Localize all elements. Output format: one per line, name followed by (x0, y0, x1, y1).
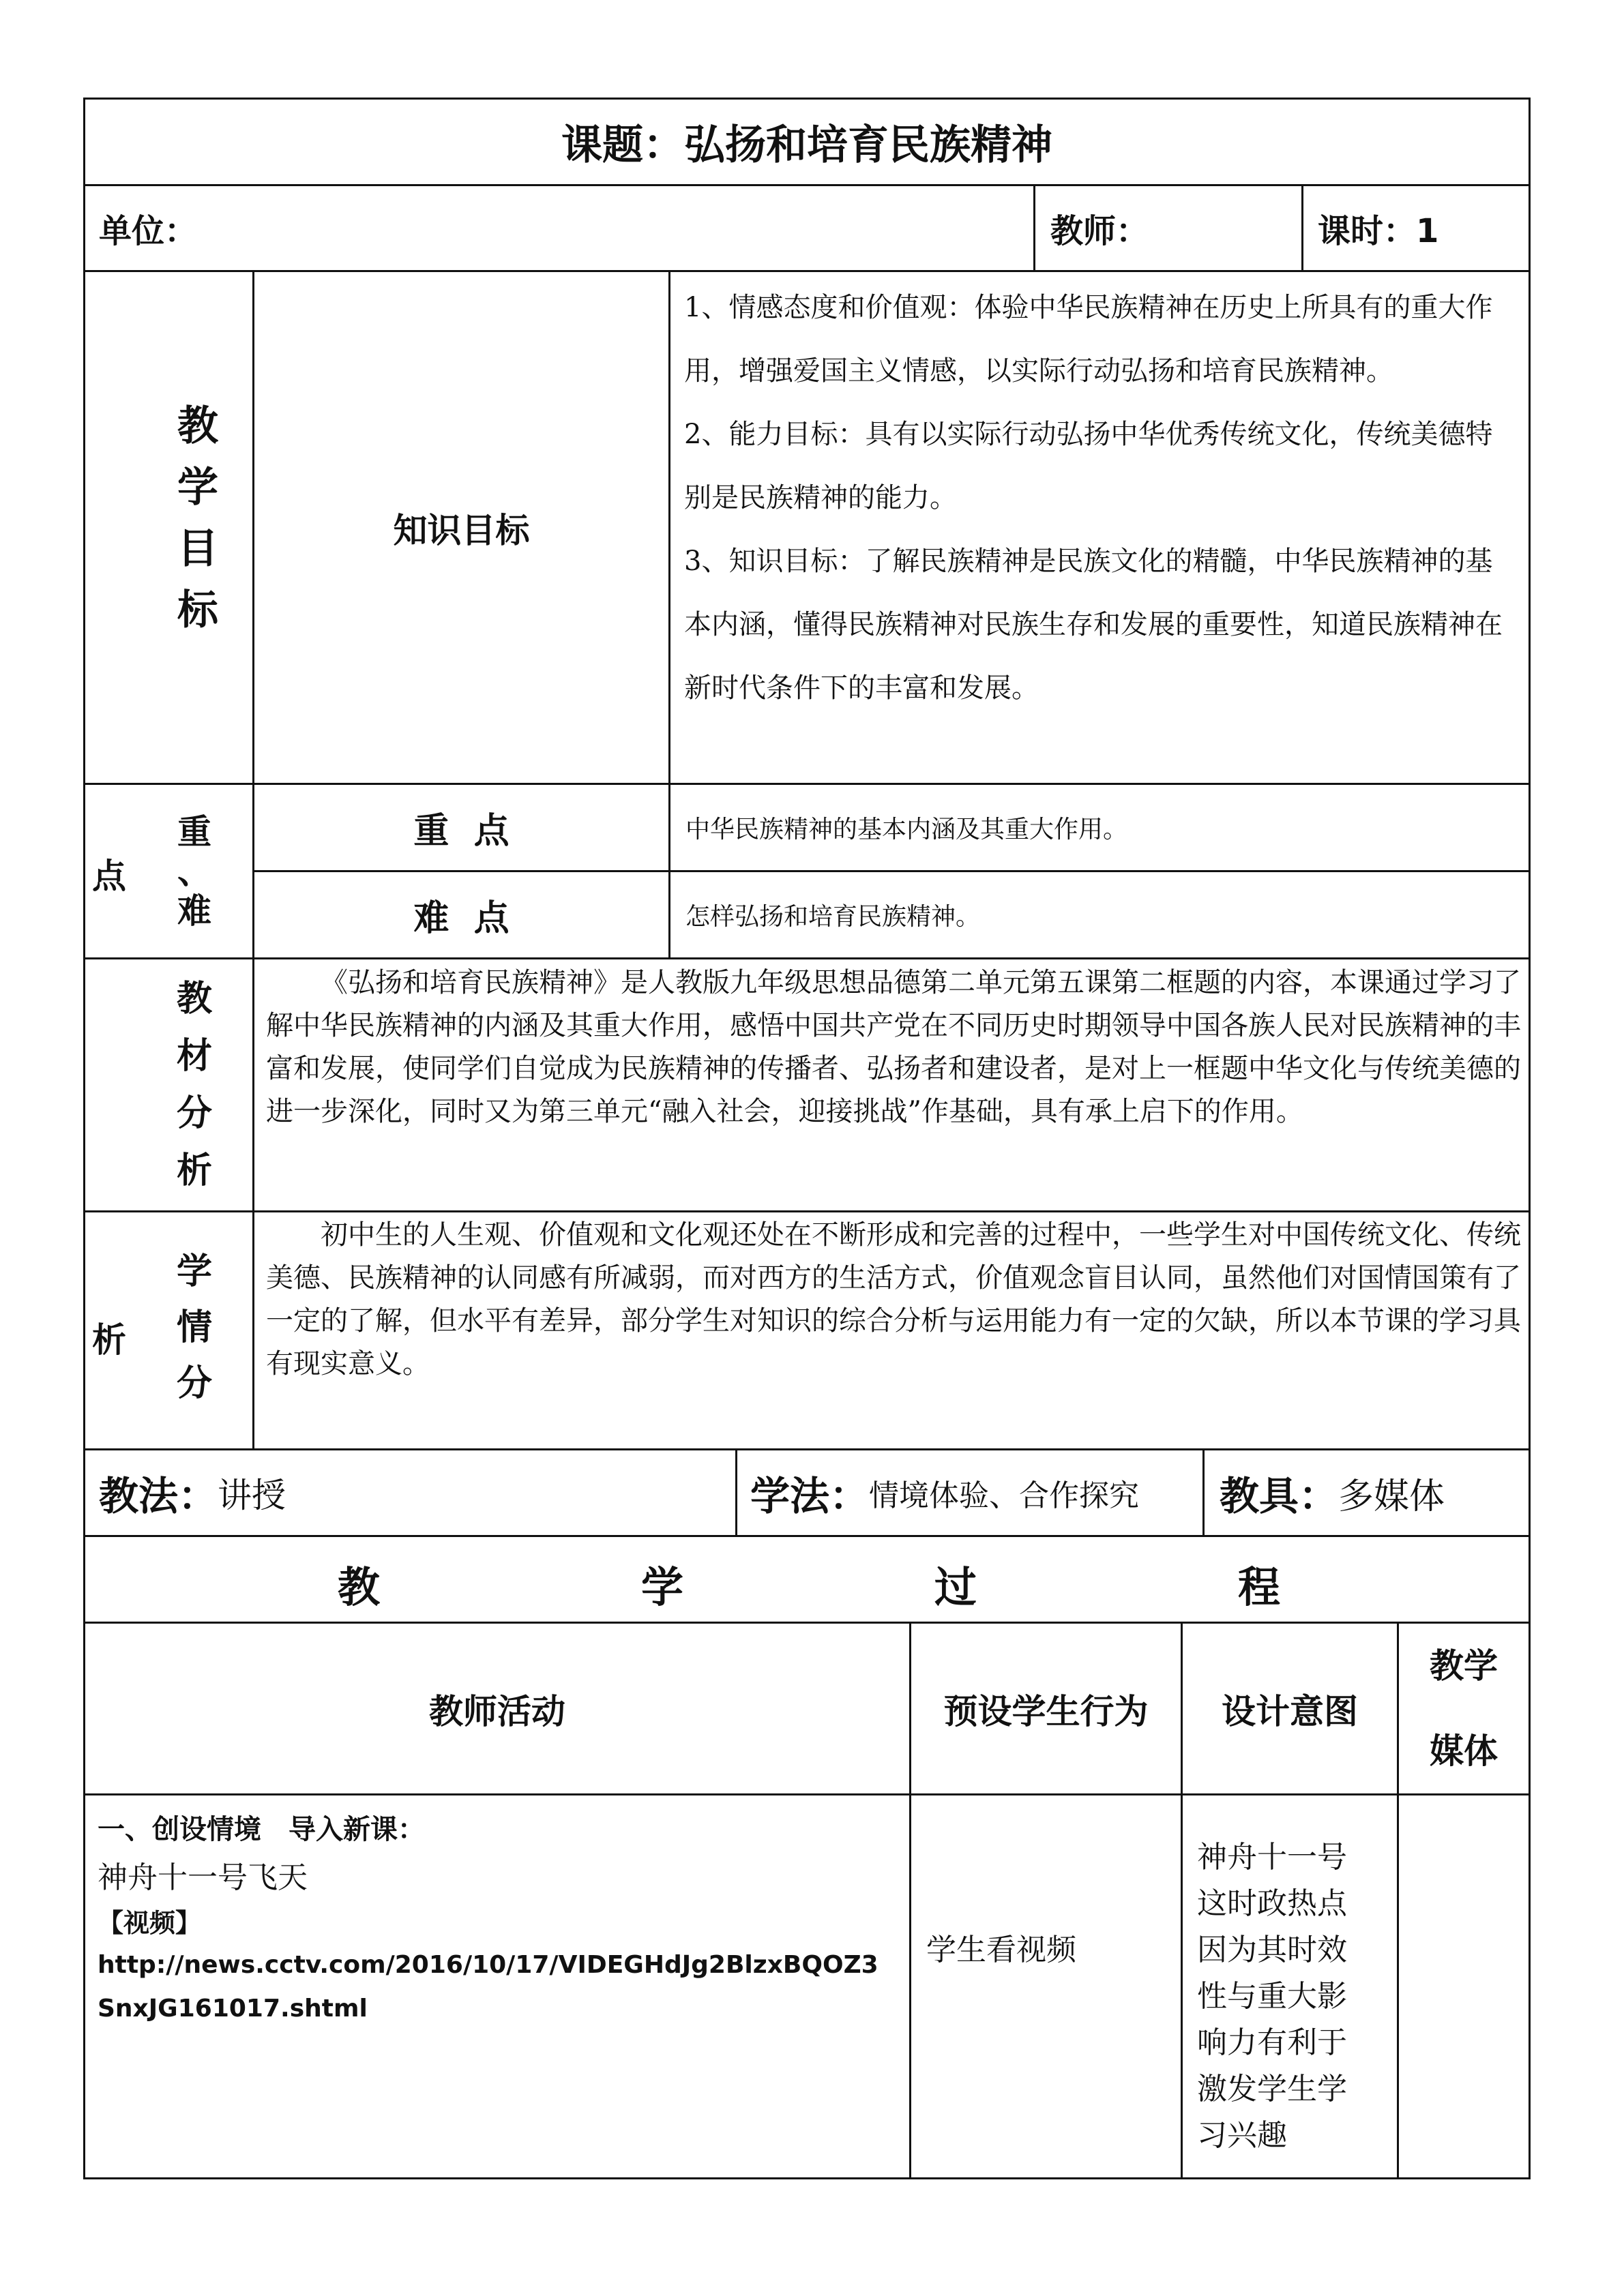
keypoints-char: 、 (177, 850, 211, 891)
keypoints-section-label (164, 801, 225, 941)
teacher-label: 教师： (1050, 212, 1149, 250)
hours-field (1318, 186, 1522, 270)
keypoints-section-tail (92, 849, 126, 898)
knowledge-goal-label: 知识目标 (393, 510, 530, 550)
objectives-char: 目 (177, 525, 218, 573)
teaching-method-value: 讲授 (218, 1476, 286, 1515)
keypoints-tail-char: 点 (92, 856, 126, 896)
material-char: 材 (176, 1034, 212, 1077)
row1-student-text: 学生看视频 (926, 1933, 1076, 1967)
objectives-char: 教 (177, 402, 218, 450)
objective-item: 2、能力目标：具有以实际行动弘扬中华优秀传统文化，传统美德特别是民族精神的能力。 (684, 419, 1493, 513)
students-text (266, 1214, 1521, 1386)
unit-label: 单位： (99, 212, 198, 250)
page-title-text: 课题：弘扬和培育民族精神 (561, 121, 1052, 169)
col-design-intent-label: 设计意图 (1222, 1691, 1358, 1731)
keypoints-char: 难 (177, 890, 211, 931)
teaching-tools (1220, 1450, 1520, 1535)
process-title-char: 程 (1238, 1562, 1281, 1612)
learning-method (750, 1450, 1194, 1535)
col-student-behavior-label: 预设学生行为 (943, 1691, 1149, 1731)
students-section-tail (92, 1313, 126, 1362)
unit-field (99, 186, 1027, 270)
process-title-char: 教 (338, 1562, 381, 1612)
col-design-intent (1183, 1624, 1397, 1793)
material-section-label (164, 967, 225, 1202)
objectives-sublabel (254, 272, 668, 783)
students-paragraph: 初中生的人生观、价值观和文化观还处在不断形成和完善的过程中，一些学生对中国传统文化、传统美德、民族精神的认同感有所减弱，而对西方的生活方式，价值观念盲目认同，虽然他们对国情国策有了一定的了解，但水平有差异，部分学生对知识的综合分析与运用能力有一定的欠缺，所以本节课的学习具有现实意义。 (266, 1219, 1521, 1380)
difficult-point-value: 怎样弘扬和培育民族精神。 (685, 903, 981, 931)
row1-video-tag: 【视频】 (98, 1908, 202, 1938)
objectives-char: 学 (177, 464, 218, 511)
key-point-label (254, 785, 668, 870)
difficult-point-label (254, 872, 668, 957)
col-teacher-activity-label: 教师活动 (429, 1691, 565, 1731)
objectives-section-label (153, 382, 242, 655)
row1-subject: 神舟十一号飞天 (98, 1860, 308, 1895)
row1-heading: 一、创设情境 导入新课： (98, 1814, 425, 1845)
key-point-label-text: 重 点 (413, 811, 510, 852)
difficult-point-label-text: 难 点 (413, 898, 510, 939)
objective-item: 1、情感态度和价值观：体验中华民族精神在历史上所具有的重大作用，增强爱国主义情感，以实际行动弘扬和培育民族精神。 (684, 292, 1493, 387)
students-tail-char: 析 (92, 1320, 126, 1360)
material-char: 分 (176, 1092, 212, 1134)
hours-label: 课时：1 (1318, 212, 1439, 250)
objectives-char: 标 (177, 586, 218, 634)
row1-design-intent (1197, 1834, 1374, 2159)
students-section-label (164, 1242, 225, 1413)
process-title (85, 1537, 1529, 1622)
col-media (1399, 1624, 1529, 1793)
learning-method-label: 学法： (750, 1473, 870, 1519)
teaching-tools-value: 多媒体 (1338, 1476, 1445, 1517)
video-link[interactable]: http://news.cctv.com/2016/10/17/VIDEGHdJg2BlzxBQOZ3SnxJG161017.shtml (98, 1951, 879, 2023)
objectives-text (684, 276, 1516, 720)
keypoints-char: 重 (177, 811, 211, 852)
teaching-method (99, 1450, 726, 1535)
row1-teacher-activity (98, 1806, 902, 2031)
process-title-char: 过 (934, 1562, 977, 1612)
row1-design-text: 神舟十一号这时政热点因为其时效性与重大影响力有利于激发学生学习兴趣 (1197, 1840, 1347, 2153)
material-paragraph: 《弘扬和培育民族精神》是人教版九年级思想品德第二单元第五课第二框题的内容，本课通过学习了解中华民族精神的内涵及其重大作用，感悟中国共产党在不同历史时期领导中国各族人民对民族精神的丰富和发展，使同学们自觉成为民族精神的传播者、弘扬者和建设者，是对上一框题中华文化与传统美德的进一步深化，同时又为第三单元“融入社会，迎接挑战”作基础，具有承上启下的作用。 (266, 967, 1521, 1127)
material-text (266, 961, 1521, 1133)
students-char: 情 (176, 1307, 212, 1348)
key-point-value: 中华民族精神的基本内涵及其重大作用。 (685, 816, 1128, 844)
col-media-label: 教学媒体 (1430, 1645, 1498, 1771)
objective-item: 3、知识目标：了解民族精神是民族文化的精髓，中华民族精神的基本内涵，懂得民族精神对民族生存和发展的重要性，知道民族精神在新时代条件下的丰富和发展。 (684, 546, 1503, 704)
teacher-field (1050, 186, 1296, 270)
col-teacher-activity (85, 1624, 909, 1793)
students-char: 学 (176, 1251, 212, 1292)
key-point-text (685, 785, 1518, 870)
teaching-tools-label: 教具： (1220, 1473, 1339, 1519)
process-title-char: 学 (641, 1562, 684, 1612)
material-char: 析 (176, 1149, 212, 1191)
learning-method-value: 情境体验、合作探究 (869, 1478, 1140, 1513)
row1-media (1399, 1795, 1529, 2177)
material-char: 教 (176, 977, 212, 1019)
difficult-point-text (685, 872, 1518, 957)
col-student-behavior (911, 1624, 1181, 1793)
page-title (85, 100, 1529, 184)
row1-student-behavior (926, 1909, 1172, 1984)
students-char: 分 (176, 1362, 212, 1404)
teaching-method-label: 教法： (99, 1473, 218, 1519)
